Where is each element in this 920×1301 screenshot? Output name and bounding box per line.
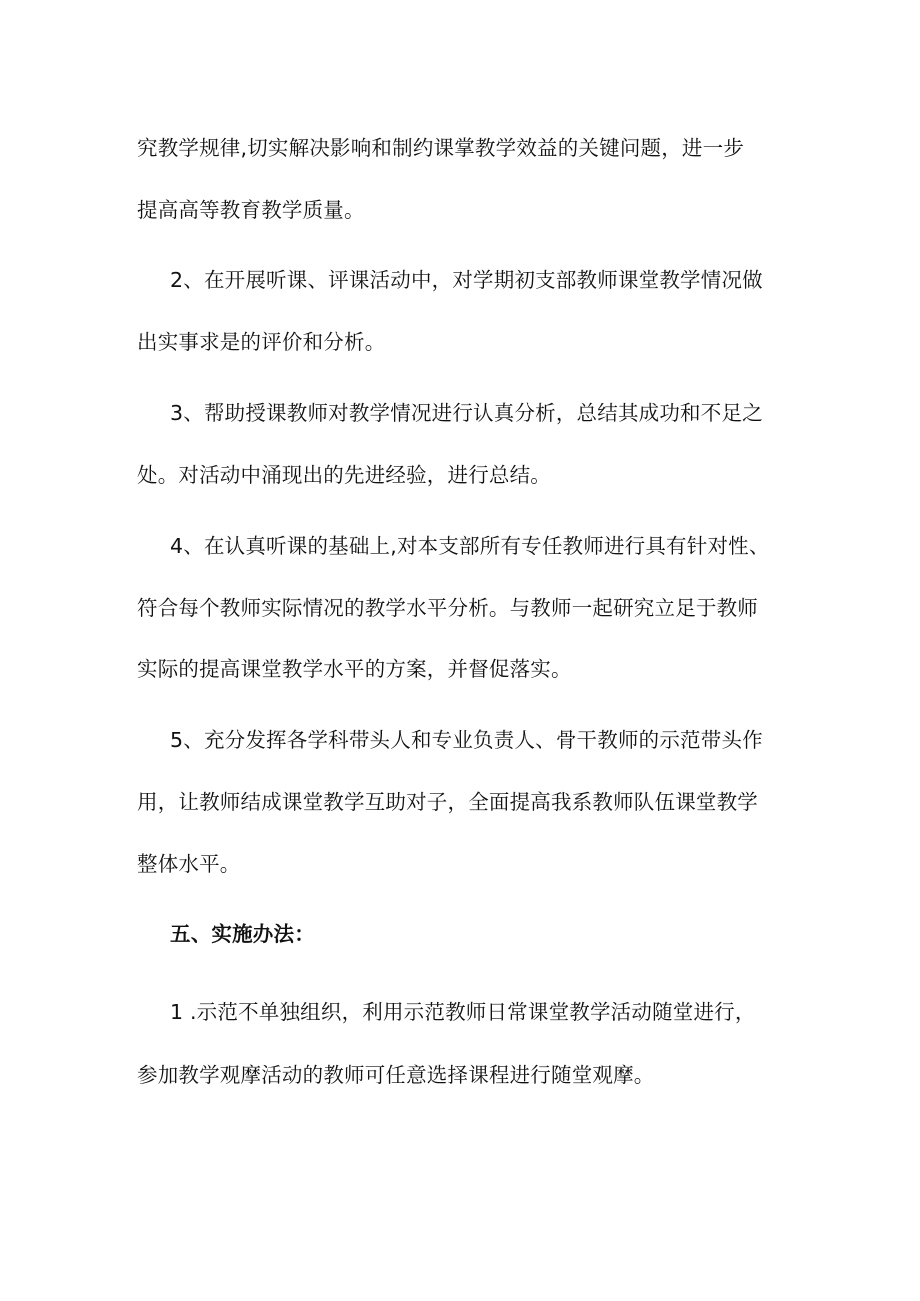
paragraph-2-line-1: 2、在开展听课、评课活动中，对学期初支部教师课堂教学情况做 [170,268,763,292]
paragraph-3-line-2: 处。对活动中涌现出的先进经验，进行总结。 [137,463,551,487]
paragraph-2-line-2: 出实事求是的评价和分析。 [137,330,386,354]
paragraph-1-line-2: 提高高等教育教学质量。 [137,198,365,222]
section-heading: 五、实施办法： [170,922,315,946]
paragraph-3-line-1: 3、帮助授课教师对教学情况进行认真分析，总结其成功和不足之 [170,401,763,425]
paragraph-4-line-1: 4、在认真听课的基础上,对本支部所有专任教师进行具有针对性、 [170,534,770,558]
paragraph-4-line-3: 实际的提高课堂教学水平的方案，并督促落实。 [137,657,572,681]
paragraph-6-line-1: 1 .示范不单独组织，利用示范教师日常课堂教学活动随堂进行， [170,1000,756,1024]
paragraph-5-line-3: 整体水平。 [137,852,241,876]
paragraph-5-line-2: 用，让教师结成课堂教学互助对子，全面提高我系教师队伍课堂教学 [137,790,758,814]
paragraph-6-line-2: 参加教学观摩活动的教师可任意选择课程进行随堂观摩。 [137,1063,655,1087]
paragraph-4-line-2: 符合每个教师实际情况的教学水平分析。与教师一起研究立足于教师 [137,596,758,620]
paragraph-5-line-1: 5、充分发挥各学科带头人和专业负责人、骨干教师的示范带头作 [170,728,763,752]
paragraph-1-line-1: 究教学规律,切实解决影响和制约课掌教学效益的关键问题，进一步 [137,136,745,160]
